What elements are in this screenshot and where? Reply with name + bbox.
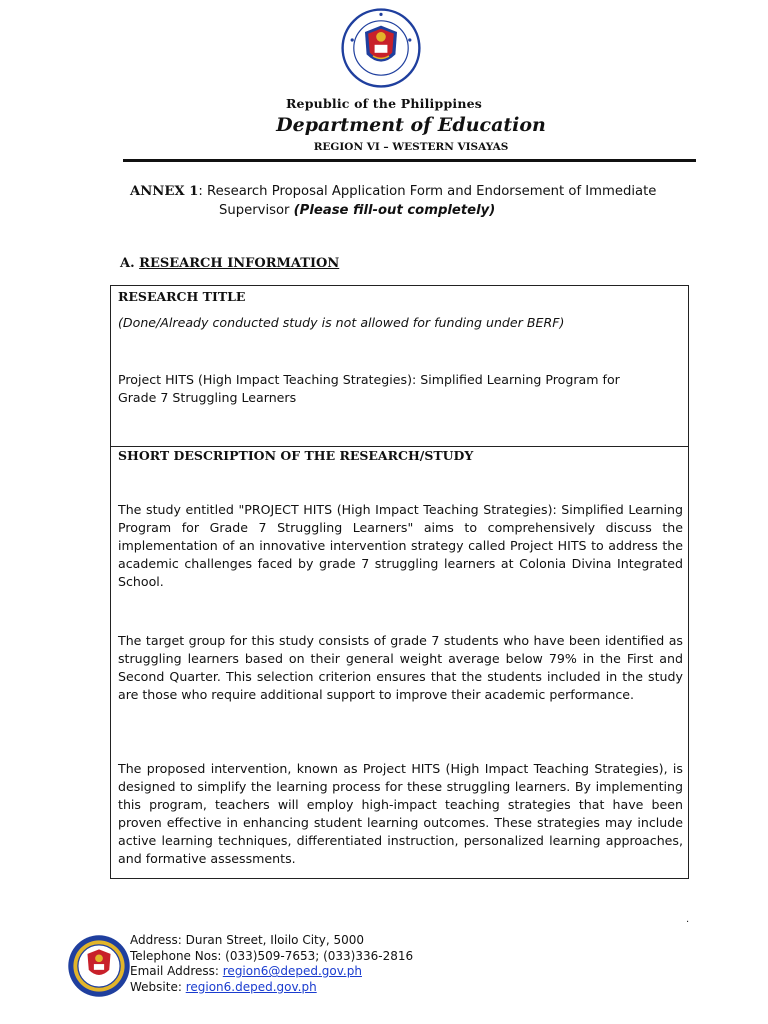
annex-text-2: Supervisor — [219, 203, 294, 218]
footer-email-row — [130, 964, 413, 980]
annex-emphasis: (Please fill-out completely) — [293, 203, 496, 218]
website-link[interactable]: region6.deped.gov.ph — [185, 979, 317, 994]
section-letter: A. — [120, 256, 140, 271]
deped-seal-icon — [341, 8, 421, 88]
department-heading: Department of Education — [276, 114, 546, 136]
table-row-divider — [111, 446, 688, 447]
header-rule — [123, 159, 696, 162]
footer-website-row — [130, 980, 413, 996]
description-heading: SHORT DESCRIPTION OF THE RESEARCH/STUDY — [118, 448, 474, 463]
section-title: RESEARCH INFORMATION — [139, 256, 340, 271]
description-paragraph-1: The study entitled "PROJECT HITS (High Impact Teaching Strategies): Simplified Learning Program for Grade 7 Struggling Learners" aims to comprehensively discuss the implementation of an innovative intervention strategy called Project HITS to address the academic challenges faced by grade 7 struggling learners at Colonia Divina Integrated School. — [118, 502, 683, 589]
region-heading: REGION VI – WESTERN VISAYAS — [313, 141, 509, 153]
research-title-value — [118, 371, 683, 407]
email-link[interactable]: region6@deped.gov.ph — [222, 964, 362, 979]
description-paragraph-3: The proposed intervention, known as Project HITS (High Impact Teaching Strategies), is designed to simplify the learning process for these struggling learners. By implementing this program, teachers will employ high-impact teaching strategies that have been proven effective in enhancing student learning outcomes. These strategies may include active learning techniques, differentiated instruction, personalized learning approaches, and formative assessments. — [118, 761, 683, 866]
deped-seal-small-icon — [67, 934, 131, 998]
republic-heading: Republic of the Philippines — [285, 96, 483, 111]
research-title-note: (Done/Already conducted study is not allowed for funding under BERF) — [118, 315, 565, 330]
footer-email-label: Email Address: — [130, 964, 223, 979]
research-title-heading: RESEARCH TITLE — [118, 289, 246, 304]
annex-line — [130, 182, 710, 220]
footer-contact — [130, 933, 413, 995]
research-info-table — [110, 285, 689, 879]
page-mark: . — [686, 914, 690, 925]
deped-seal-top — [341, 8, 421, 88]
research-title-line-1: Project HITS (High Impact Teaching Strategies): Simplified Learning Program for — [118, 372, 620, 387]
research-title-line-2: Grade 7 Struggling Learners — [118, 390, 297, 405]
footer-website-label: Website: — [130, 979, 186, 994]
annex-label: ANNEX 1 — [130, 184, 199, 199]
footer-address: Address: Duran Street, Iloilo City, 5000 — [130, 933, 365, 947]
section-heading — [120, 256, 339, 271]
annex-line-2 — [130, 201, 710, 220]
annex-text-1: : Research Proposal Application Form and Endorsement of Immediate — [198, 184, 657, 199]
deped-seal-bottom — [67, 934, 131, 998]
footer-telephone: Telephone Nos: (033)509-7653; (033)336-2816 — [130, 948, 414, 963]
description-paragraph-2: The target group for this study consists of grade 7 students who have been identified as struggling learners based on their general weight average below 79% in the First and Second Quarter. This selection criterion ensures that the students included in the study are those who require additional support to improve their academic performance. — [118, 633, 683, 702]
